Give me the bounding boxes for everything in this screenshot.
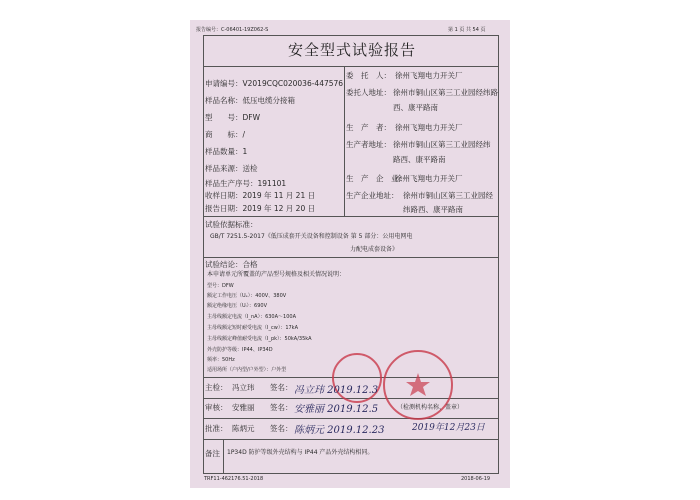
sample-source: 样品来源：送检 xyxy=(205,164,258,173)
approver-signature: 陈炳元 2019.12.23 xyxy=(294,425,385,436)
approver-sign-label: 签名： xyxy=(270,424,293,433)
report-date: 报告日期：2019 年 12 月 20 日 xyxy=(205,204,316,213)
basis-standard: GB/T 7251.5-2017《低压成套开关设备和控制设备 第 5 部分：公用电网电 xyxy=(210,233,413,240)
sample-quantity: 样品数量：1 xyxy=(205,147,248,156)
model: 型 号：DFW xyxy=(205,113,261,122)
reviewer-role: 审核： xyxy=(205,403,228,412)
spec-item: 额定绝缘电压（Uᵢ）：690V xyxy=(207,303,268,309)
stamp-note: （检测机构名称、盖章） xyxy=(397,404,464,411)
client-label: 委 托 人： xyxy=(346,71,391,80)
report-number: 报告编号：C-06401-19Z062-S xyxy=(196,27,269,33)
divider xyxy=(203,257,498,258)
client-value: 徐州飞翔电力开关厂 xyxy=(395,71,463,80)
reviewer-name: 安雅丽 xyxy=(232,403,255,412)
spec-item: 主母线额定峰值耐受电流（I_pk）：50kA/35kA xyxy=(207,336,312,342)
trademark: 商 标：/ xyxy=(205,130,246,139)
manufacturer-address-line1: 徐州市铜山区第三工业园经 xyxy=(403,191,493,200)
reviewer-sign-label: 签名： xyxy=(270,403,293,412)
reviewer-signature: 安雅丽 2019.12.5 xyxy=(294,404,379,415)
divider xyxy=(223,439,224,473)
basis-heading: 试验依据标准： xyxy=(205,220,258,229)
manufacturer-address-label: 生产企业地址： xyxy=(346,191,399,200)
manufacturer-label: 生 产 企 业： xyxy=(346,174,406,183)
spec-item: 型号：DFW xyxy=(207,283,234,289)
inspector-signature: 冯立玮 2019.12.3 xyxy=(294,385,379,396)
divider xyxy=(203,418,498,419)
client-address-line1: 徐州市铜山区第三工业园经纬路 xyxy=(393,88,498,97)
footer-form-number: TRF11-462176.51-2018 xyxy=(204,476,264,482)
producer-label: 生 产 者： xyxy=(346,123,391,132)
client-address-label: 委托人地址： xyxy=(346,88,391,97)
divider xyxy=(203,439,498,440)
inspector-role: 主检： xyxy=(205,383,228,392)
approver-name: 陈炳元 xyxy=(232,424,255,433)
production-serial: 样品生产序号：191101 xyxy=(205,179,287,188)
producer-address-line1: 徐州市铜山区第三工业园经纬 xyxy=(393,140,491,149)
remark-label: 备注 xyxy=(205,449,220,458)
page-number: 第 1 页 共 54 页 xyxy=(448,27,486,33)
spec-item: 主母线额定短时耐受电流（I_cw）：17kA xyxy=(207,325,298,331)
stamp-date: 2019年12月23日 xyxy=(412,423,485,433)
conclusion-intro: 本申请单元所覆盖的产品型号规格及相关情况说明： xyxy=(207,271,346,278)
footer-date: 2018-06-19 xyxy=(461,476,491,482)
producer-address-line2: 路西、康平路南 xyxy=(393,155,446,164)
client-address-line2: 西、康平路南 xyxy=(393,103,438,112)
sample-name: 样品名称：低压电缆分接箱 xyxy=(205,96,295,105)
remark-text: 1P34D 防护等级外壳结构与 IP44 产品外壳结构相同。 xyxy=(227,449,374,456)
approver-role: 批准： xyxy=(205,424,228,433)
report-page xyxy=(190,20,510,488)
application-number: 申请编号：V2019CQC020036-447576 xyxy=(205,79,344,88)
manufacturer-address-line2: 纬路西、康平路南 xyxy=(403,205,463,214)
spec-item: 额定工作电压（Uₑ）：400V、380V xyxy=(207,293,287,299)
receipt-date: 收样日期：2019 年 11 月 21 日 xyxy=(205,191,316,200)
divider xyxy=(203,66,498,67)
basis-standard-cont: 力配电成套设备》 xyxy=(350,246,399,253)
manufacturer-value: 徐州飞翔电力开关厂 xyxy=(395,174,463,183)
spec-item: 适用场所（户内型/户外型）：户外型 xyxy=(207,367,287,373)
divider xyxy=(344,66,345,216)
divider xyxy=(203,216,498,217)
report-title: 安全型式试验报告 xyxy=(288,41,417,59)
spec-item: 频率：50Hz xyxy=(207,357,235,363)
inspector-sign-label: 签名： xyxy=(270,383,293,392)
producer-address-label: 生产者地址： xyxy=(346,140,391,149)
inspector-name: 冯立玮 xyxy=(232,383,255,392)
spec-item: 外壳防护等级：IP44、IP34D xyxy=(207,347,273,353)
producer-value: 徐州飞翔电力开关厂 xyxy=(395,123,463,132)
conclusion-heading: 试验结论：合格 xyxy=(205,260,258,269)
spec-item: 主母线额定电流（I_nA）：630A～100A xyxy=(207,314,296,320)
